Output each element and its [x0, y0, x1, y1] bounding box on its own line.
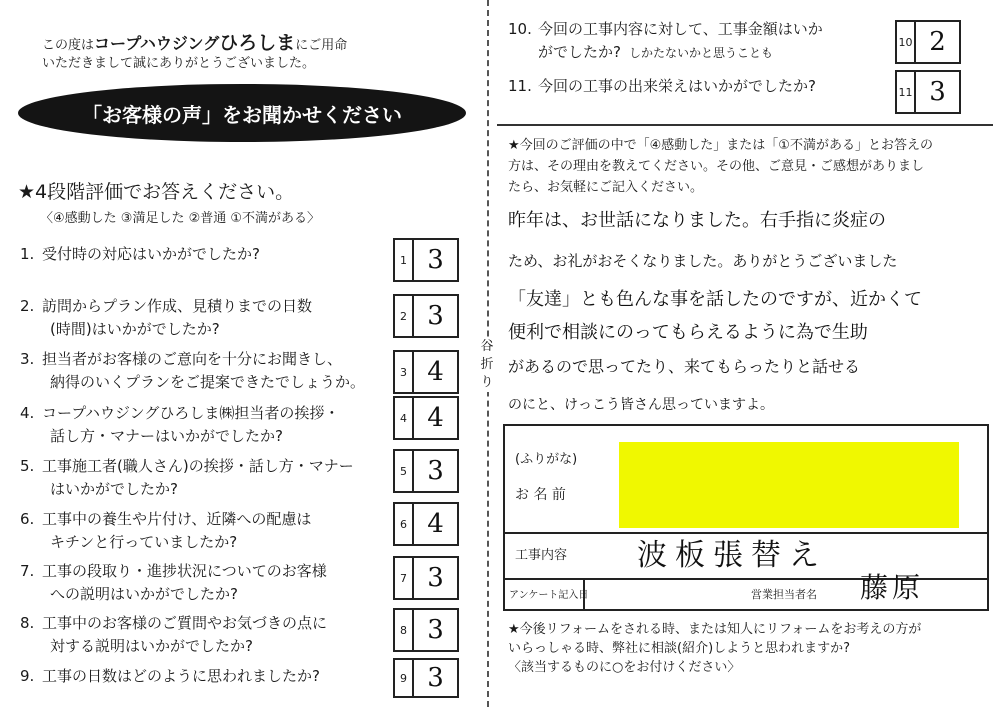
- answer-10: 2: [929, 27, 946, 57]
- comment-line-5: があるので思ってたり、来てもらったりと話せる: [508, 357, 861, 376]
- answer-3: 4: [427, 357, 444, 387]
- answer-6: 4: [427, 509, 444, 539]
- answer-box-4[interactable]: 4 4: [393, 396, 459, 440]
- comment-line-6: のにと、けっこう皆さん思っていますよ。: [508, 397, 774, 413]
- answer-box-7[interactable]: 7 3: [393, 556, 459, 600]
- comment-line-1: 昨年は、お世話になりました。右手指に炎症の: [508, 210, 886, 231]
- brand-hiragana: ひろしま: [219, 32, 296, 54]
- customer-form: [503, 424, 989, 611]
- furigana-label: (ふりがな): [515, 452, 578, 467]
- rating-title: ★4段階評価でお答えください。: [18, 181, 295, 203]
- question-4: 4. コープハウジングひろしま㈱担当者の挨拶・ 話し方・マナーはいかがでしたか?: [20, 404, 340, 445]
- rating-scale: 〈④感動した ③満足した ②普通 ①不満がある〉: [40, 211, 321, 226]
- answer-4: 4: [427, 403, 444, 433]
- intro-line-2: いただきまして誠にありがとうございました。: [42, 56, 316, 71]
- referral-prompt: ★今後リフォームをされる時、または知人にリフォームをお考えの方が いらっしゃる時、弊社に相談(紹介)しようと思われますか? 〈該当するものに○をお付けください〉: [508, 622, 922, 675]
- answer-box-6[interactable]: 6 4: [393, 502, 459, 546]
- answer-1: 3: [427, 245, 444, 275]
- brand-katakana: コープハウジング: [94, 34, 220, 53]
- answer-box-3[interactable]: 3 4: [393, 350, 459, 394]
- question-1: 1. 受付時の対応はいかがでしたか?: [20, 245, 260, 263]
- question-9: 9. 工事の日数はどのように思われましたか?: [20, 667, 320, 685]
- survey-date-label: アンケート記入日: [509, 590, 589, 601]
- name-redaction: [619, 442, 959, 528]
- comment-prompt: ★今回のご評価の中で「④感動した」または「①不満がある」とお答えの 方は、その理由を教えてください。その他、ご意見・ご感想がありまし たら、お気軽にご記入ください。: [508, 138, 933, 195]
- intro-post: にご用命: [295, 38, 348, 53]
- fold-label: 谷 折 り: [478, 338, 496, 392]
- answer-box-5[interactable]: 5 3: [393, 449, 459, 493]
- question-7: 7. 工事の段取り・進捗状況についてのお客様 への説明はいかがでしたか?: [20, 562, 327, 603]
- question-10: 10. 今回の工事内容に対して、工事金額はいか がでしたか? しかたないかと思うことも: [508, 20, 823, 61]
- sales-rep-value: 藤原: [860, 571, 925, 604]
- intro-pre: この度は: [42, 38, 95, 53]
- answer-11: 3: [929, 77, 946, 107]
- question-5: 5. 工事施工者(職人さん)の挨拶・話し方・マナー はいかがでしたか?: [20, 457, 354, 498]
- answer-box-9[interactable]: 9 3: [393, 658, 459, 698]
- question-8: 8. 工事中のお客様のご質問やお気づきの点に 対する説明はいかがでしたか?: [20, 614, 328, 655]
- answer-box-1[interactable]: 1 3: [393, 238, 459, 282]
- name-label: お 名 前: [515, 487, 566, 503]
- divider: [497, 124, 993, 126]
- question-11: 11. 今回の工事の出来栄えはいかがでしたか?: [508, 77, 816, 95]
- sales-rep-label: 営業担当者名: [751, 588, 817, 601]
- voice-banner: 「お客様の声」をお聞かせください: [18, 84, 466, 142]
- work-label: 工事内容: [515, 548, 568, 563]
- question-6: 6. 工事中の養生や片付け、近隣への配慮は キチンと行っていましたか?: [20, 510, 312, 551]
- comment-line-4: 便利で相談にのってもらえるように為で生助: [508, 322, 868, 343]
- work-value: 波板張替え: [637, 538, 827, 573]
- answer-box-8[interactable]: 8 3: [393, 608, 459, 652]
- answer-7: 3: [427, 563, 444, 593]
- answer-box-11[interactable]: 11 3: [895, 70, 961, 114]
- comment-line-2: ため、お礼がおそくなりました。ありがとうございました: [508, 252, 898, 270]
- intro-line-1: [42, 28, 347, 55]
- question-2: 2. 訪問からプラン作成、見積りまでの日数 (時間)はいかがでしたか?: [20, 297, 313, 338]
- question-3: 3. 担当者がお客様のご意向を十分にお聞きし、 納得のいくプランをご提案できたでしょうか。: [20, 350, 366, 391]
- answer-2: 3: [427, 301, 444, 331]
- handwritten-note-10: しかたないかと思うことも: [628, 46, 773, 60]
- answer-9: 3: [427, 663, 444, 693]
- comment-line-3: 「友達」とも色んな事を話したのですが、近かくて: [508, 289, 922, 310]
- answer-8: 3: [427, 615, 444, 645]
- answer-5: 3: [427, 456, 444, 486]
- answer-box-10[interactable]: 10 2: [895, 20, 961, 64]
- answer-box-2[interactable]: 2 3: [393, 294, 459, 338]
